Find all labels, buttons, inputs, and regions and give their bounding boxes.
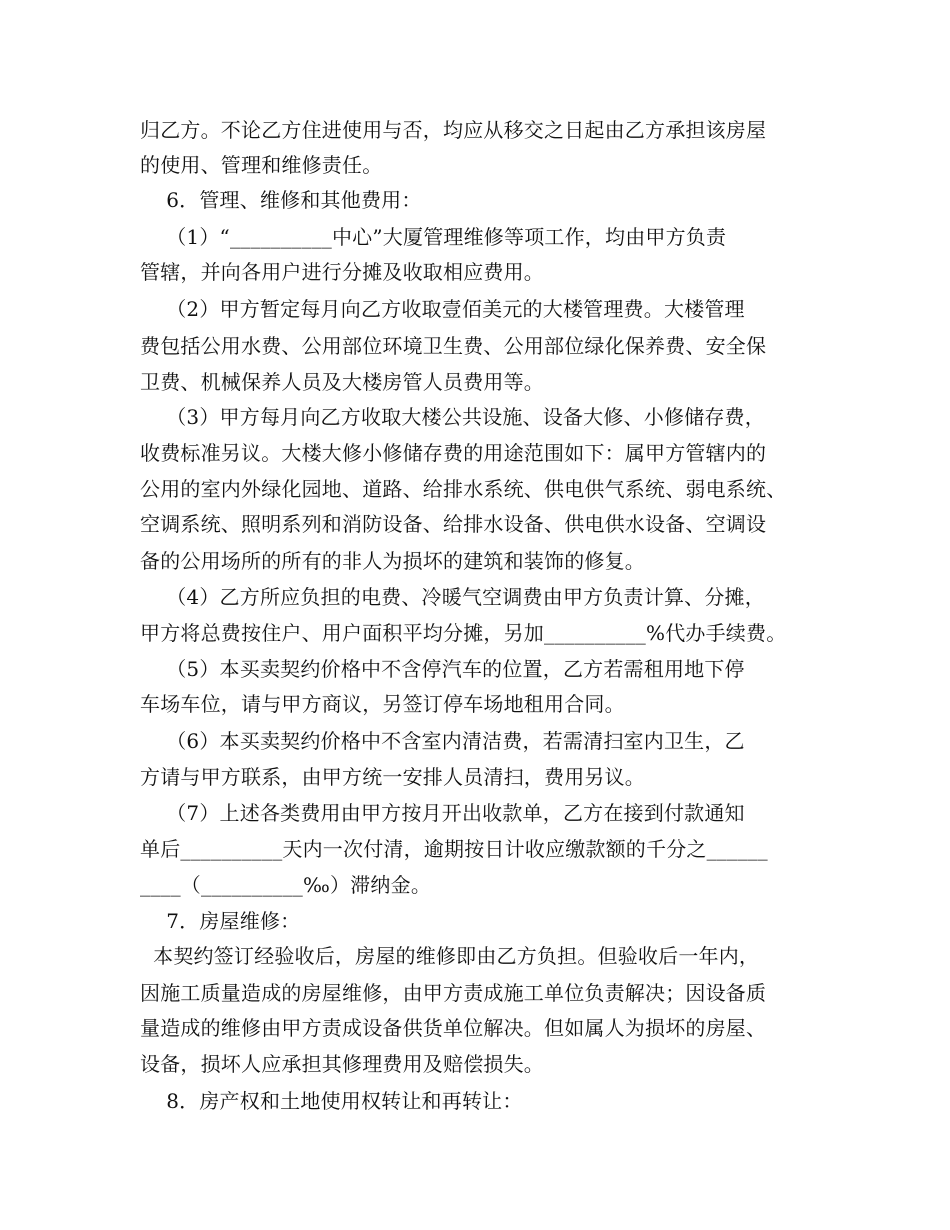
text-line: 管辖，并向各用户进行分摊及收取相应费用。 [140,260,544,284]
text-line: 备的公用场所的所有的非人为损坏的建筑和装饰的修复。 [140,549,645,573]
text-line: 因施工质量造成的房屋维修，由甲方责成施工单位负责解决；因设备质 [140,981,767,1005]
section-heading-6: 6．管理、维修和其他费用： [140,188,422,212]
text-line: （5）本买卖契约价格中不含停汽车的位置，乙方若需租用地下停 [140,657,745,681]
text-line: 甲方将总费按住户、用户面积平均分摊，另加__________%代办手续费。 [140,621,787,645]
text-line: 卫费、机械保养人员及大楼房管人员费用等。 [140,370,544,394]
text-line: 空调系统、照明系列和消防设备、给排水设备、供电供水设备、空调设 [140,512,767,536]
text-line: （7）上述各类费用由甲方按月开出收款单，乙方在接到付款通知 [140,801,745,825]
section-heading-7: 7．房屋维修： [140,909,301,933]
text-line: 设备，损坏人应承担其修理费用及赔偿损失。 [140,1052,544,1076]
text-line: 量造成的维修由甲方责成设备供货单位解决。但如属人为损坏的房屋、 [140,1016,767,1040]
text-line: （3）甲方每月向乙方收取大楼公共设施、设备大修、小修储存费， [140,405,765,429]
text-line: 车场车位，请与甲方商议，另签订停车场地租用合同。 [140,692,625,716]
text-line: （2）甲方暂定每月向乙方收取壹佰美元的大楼管理费。大楼管理 [140,297,745,321]
section-heading-8: 8．房产权和土地使用权转让和再转让： [140,1089,523,1113]
text-line: 本契约签订经验收后，房屋的维修即由乙方负担。但验收后一年内， [140,944,760,968]
text-line: 费包括公用水费、公用部位环境卫生费、公用部位绿化保养费、安全保 [140,334,767,358]
text-line: （6）本买卖契约价格中不含室内清洁费，若需清扫室内卫生，乙 [140,729,745,753]
text-line: （1）“__________中心”大厦管理维修等项工作，均由甲方负责 [140,225,727,249]
text-line: ____（__________‰）滞纳金。 [140,873,432,897]
text-line: 方请与甲方联系，由甲方统一安排人员清扫，费用另议。 [140,765,645,789]
text-line: 收费标准另议。大楼大修小修储存费的用途范围如下：属甲方管辖内的 [140,441,767,465]
text-line: 公用的室内外绿化园地、道路、给排水系统、供电供气系统、弱电系统、 [140,477,787,501]
text-line: 的使用、管理和维修责任。 [140,153,383,177]
text-line: 单后__________天内一次付清，逾期按日计收应缴款额的千分之______ [140,837,768,861]
text-line: （4）乙方所应负担的电费、冷暖气空调费由甲方负责计算、分摊， [140,585,765,609]
text-line: 归乙方。不论乙方住进使用与否，均应从移交之日起由乙方承担该房屋 [140,118,767,142]
